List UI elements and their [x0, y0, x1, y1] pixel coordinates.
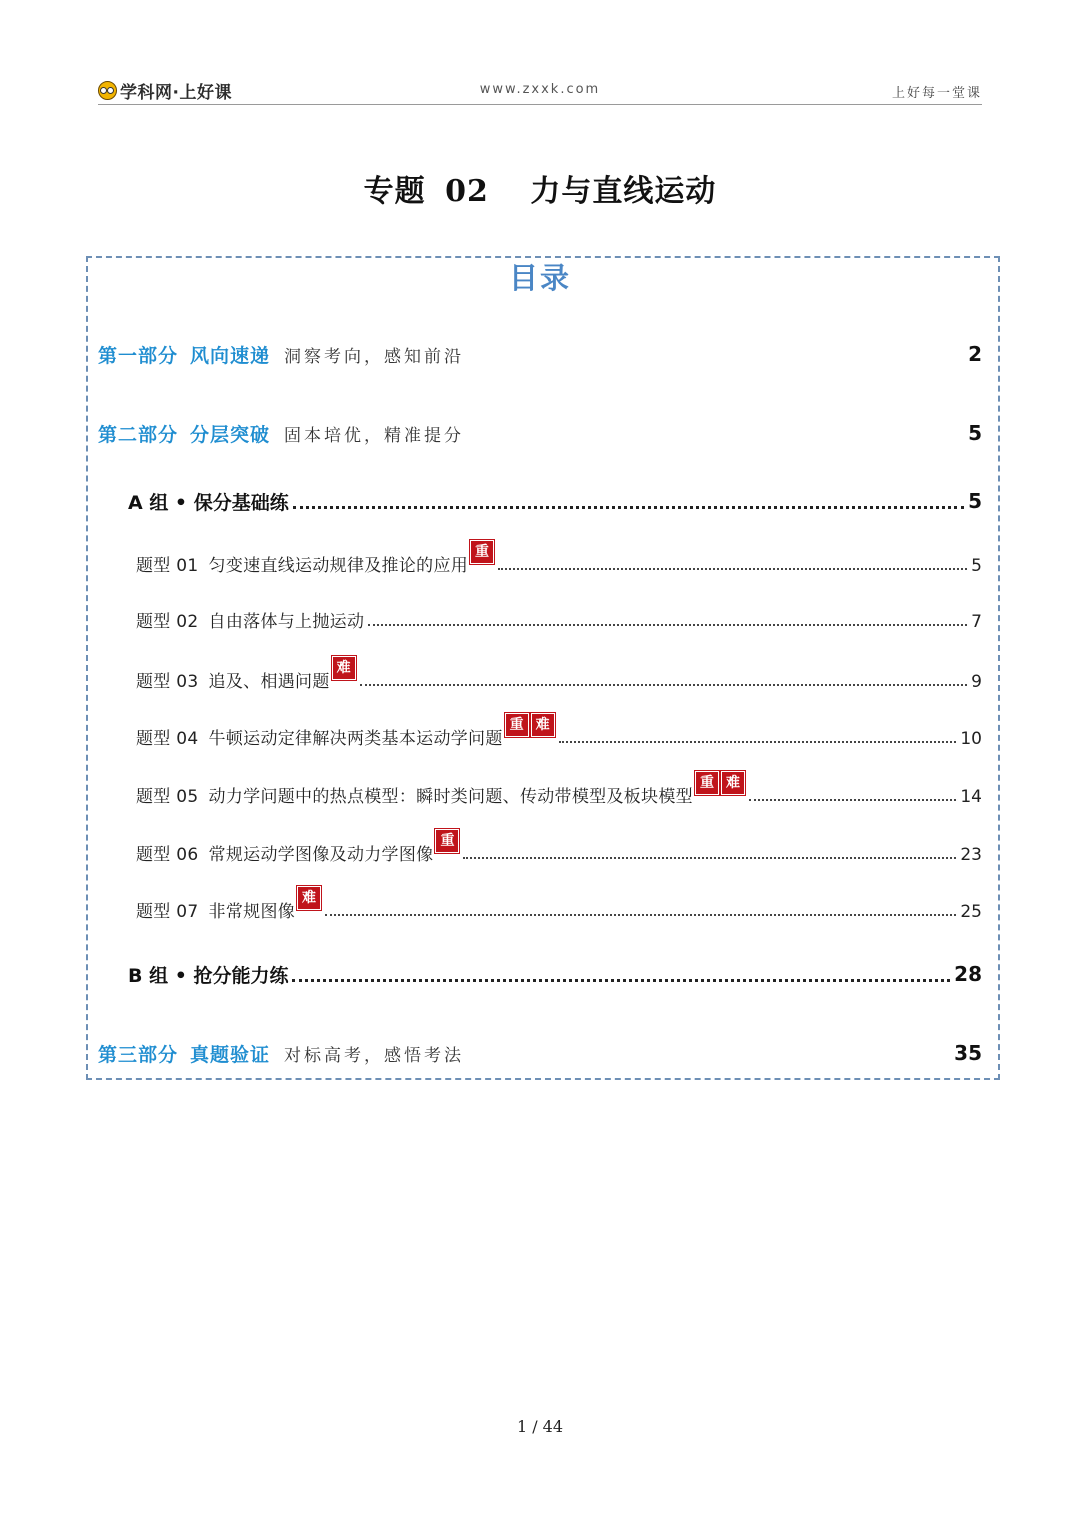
- entry-code: 题型 04: [136, 729, 199, 749]
- entry-page-number: 10: [960, 729, 982, 749]
- entry-title: 动力学问题中的热点模型：瞬时类问题、传动带模型及板块模型: [208, 787, 693, 807]
- leader-dots: [749, 799, 956, 801]
- part-page-number: 2: [968, 342, 982, 366]
- part-label: 第二部分: [98, 423, 179, 446]
- toc-entry-06[interactable]: [136, 835, 982, 865]
- entry-page-number: 9: [971, 672, 982, 692]
- entry-page-number: 14: [960, 787, 982, 807]
- part-page-number: 35: [954, 1041, 982, 1065]
- toc-entry-02[interactable]: [136, 602, 982, 632]
- entry-title: 追及、相遇问题: [208, 672, 330, 692]
- leader-dots: [325, 914, 956, 916]
- document-title: [0, 166, 1080, 210]
- key-point-badge: 重: [470, 540, 494, 564]
- key-point-badge: 重: [505, 713, 529, 737]
- entry-code: 题型 03: [136, 672, 199, 692]
- leader-dots: [360, 684, 968, 686]
- entry-code: 题型 02: [136, 612, 199, 632]
- group-page-number: 5: [968, 489, 982, 513]
- part-page-number: 5: [968, 421, 982, 445]
- entry-title: 常规运动学图像及动力学图像: [208, 845, 434, 865]
- toc-part-3[interactable]: [98, 1038, 982, 1068]
- leader-dots: [559, 741, 957, 743]
- entry-title: 非常规图像: [208, 902, 296, 922]
- leader-dots: [498, 568, 967, 570]
- entry-label: [136, 782, 693, 807]
- part-description: 固本培优，精准提分: [284, 425, 465, 446]
- leader-dots: [293, 506, 964, 509]
- difficult-badge: 难: [297, 886, 321, 910]
- leader-dots: [368, 624, 967, 626]
- entry-title: 匀变速直线运动规律及推论的应用: [208, 556, 469, 576]
- key-point-badge: 重: [435, 829, 459, 853]
- part-label: 第三部分: [98, 1043, 179, 1066]
- group-label: B 组 • 抢分能力练: [128, 964, 289, 987]
- toc-group-a[interactable]: [128, 486, 982, 516]
- part-name: 风向速递: [190, 344, 271, 367]
- entry-code: 题型 01: [136, 556, 199, 576]
- difficult-badge: 难: [721, 771, 745, 795]
- difficult-badge: 难: [531, 713, 555, 737]
- toc-entry-07[interactable]: [136, 892, 982, 922]
- part-label: 第一部分: [98, 344, 179, 367]
- key-point-badge: 重: [695, 771, 719, 795]
- entry-label: [136, 667, 330, 692]
- title-prefix: 专题: [363, 174, 426, 209]
- entry-page-number: 5: [971, 556, 982, 576]
- entry-title: 牛顿运动定律解决两类基本运动学问题: [208, 729, 503, 749]
- page-indicator: 1 / 44: [516, 1417, 564, 1436]
- group-page-number: 28: [954, 962, 982, 986]
- part-description: 洞察考向，感知前沿: [284, 346, 465, 367]
- toc-entry-05[interactable]: [136, 777, 982, 807]
- toc-heading: 目录: [508, 261, 571, 295]
- leader-dots: [463, 857, 956, 859]
- toc-group-b[interactable]: [128, 959, 982, 989]
- entry-page-number: 23: [960, 845, 982, 865]
- toc-part-2[interactable]: [98, 418, 982, 448]
- page-header: [98, 76, 982, 105]
- entry-page-number: 7: [971, 612, 982, 632]
- leader-dots: [292, 979, 950, 982]
- entry-label: [136, 551, 468, 576]
- entry-title: 自由落体与上抛运动: [208, 612, 365, 632]
- group-label: A 组 • 保分基础练: [128, 491, 289, 514]
- entry-code: 题型 06: [136, 845, 199, 865]
- entry-label: [136, 840, 433, 865]
- toc-entry-04[interactable]: [136, 719, 982, 749]
- part-description: 对标高考，感悟考法: [284, 1045, 465, 1066]
- entry-code: 题型 05: [136, 787, 199, 807]
- toc-entry-01[interactable]: [136, 546, 982, 576]
- entry-label: [136, 607, 364, 632]
- part-name: 分层突破: [190, 423, 271, 446]
- logo-text: 学科网·上好课: [120, 83, 232, 103]
- toc-part-1[interactable]: [98, 339, 982, 369]
- entry-label: [136, 897, 295, 922]
- title-text: 力与直线运动: [530, 174, 717, 209]
- part-name: 真题验证: [190, 1043, 271, 1066]
- site-url: www.zxxk.com: [479, 82, 601, 97]
- header-slogan: 上好每一堂课: [891, 86, 982, 101]
- entry-label: [136, 724, 503, 749]
- entry-code: 题型 07: [136, 902, 199, 922]
- difficult-badge: 难: [332, 656, 356, 680]
- toc-entry-03[interactable]: [136, 662, 982, 692]
- entry-page-number: 25: [960, 902, 982, 922]
- title-number: 02: [445, 174, 489, 209]
